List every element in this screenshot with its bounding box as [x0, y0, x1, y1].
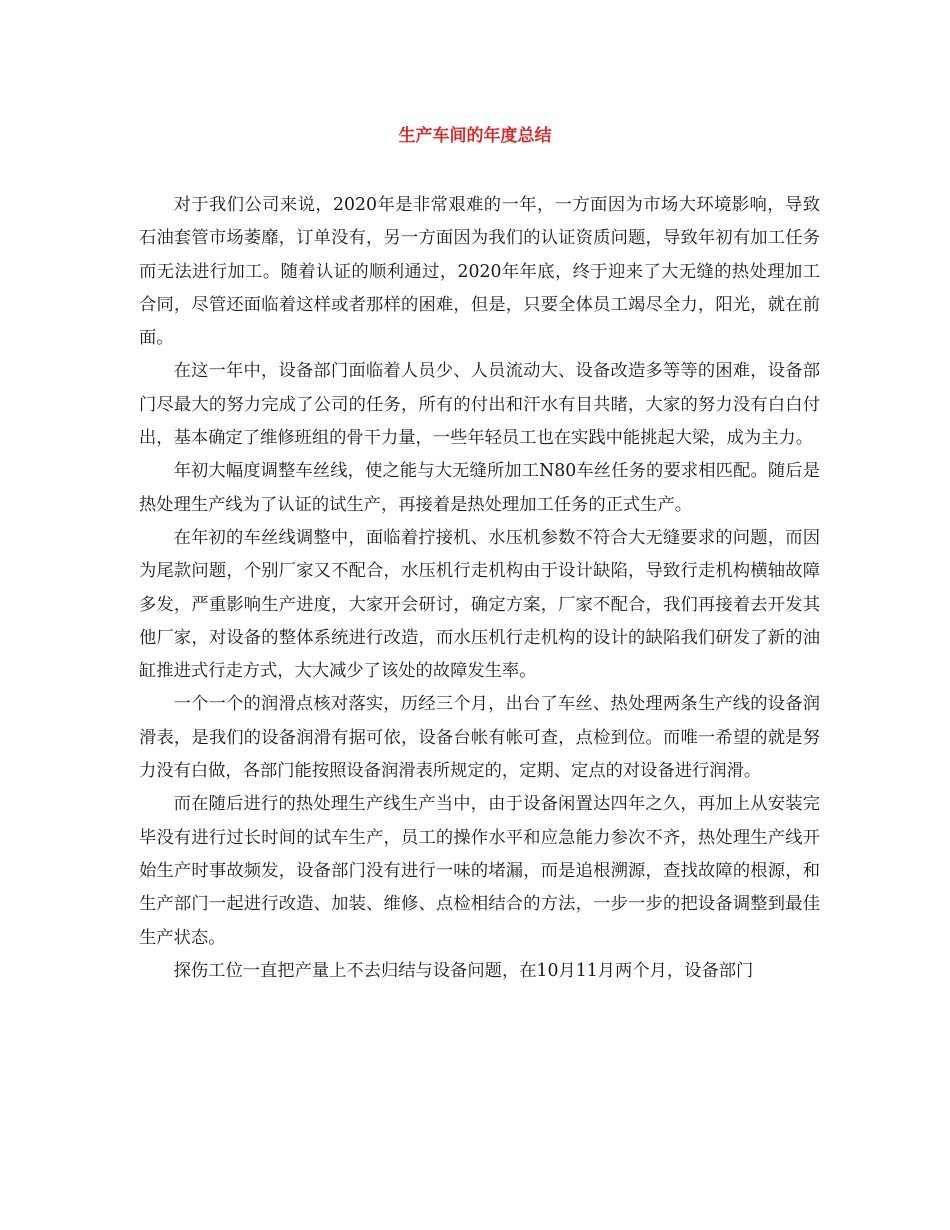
document-title: 生产车间的年度总结	[398, 126, 552, 146]
document-body	[139, 189, 820, 988]
paragraph: 探伤工位一直把产量上不去归结与设备问题，在10月11月两个月，设备部门	[173, 960, 754, 981]
paragraph: 而在随后进行的热处理生产线生产当中，由于设备闲置达四年之久，再加上从安装完毕没有进行过长时间的试车生产，员工的操作水平和应急能力参次不齐，热处理生产线开始生产时事故频发，设备部门没有进行一味的堵漏，而是追根溯源，查找故障的根源，和生产部门一起进行改造、加装、维修、点检相结合的方法，一步一步的把设备调整到最佳生产状态。	[139, 794, 820, 948]
paragraph: 在年初的车丝线调整中，面临着拧接机、水压机参数不符合大无缝要求的问题，而因为尾款问题，个别厂家又不配合，水压机行走机构由于设计缺陷，导致行走机构横轴故障多发，严重影响生产进度，大家开会研讨，确定方案，厂家不配合，我们再接着去开发其他厂家，对设备的整体系统进行改造，而水压机行走机构的设计的缺陷我们研发了新的油缸推进式行走方式，大大减少了该处的故障发生率。	[139, 527, 820, 682]
paragraph: 年初大幅度调整车丝线，使之能与大无缝所加工N80车丝任务的要求相匹配。随后是热处理生产线为了认证的试生产，再接着是热处理加工任务的正式生产。	[139, 461, 820, 515]
paragraph: 一个一个的润滑点核对落实，历经三个月，出台了车丝、热处理两条生产线的设备润滑表，是我们的设备润滑有据可依，设备台帐有帐可查，点检到位。而唯一希望的就是努力没有白做，各部门能按照设备润滑表所规定的，定期、定点的对设备进行润滑。	[139, 694, 820, 782]
paragraph: 在这一年中，设备部门面临着人员少、人员流动大、设备改造多等等的困难，设备部门尽最大的努力完成了公司的任务，所有的付出和汗水有目共睹，大家的努力没有白白付出，基本确定了维修班组的骨干力量，一些年轻员工也在实践中能挑起大梁，成为主力。	[139, 361, 820, 449]
paragraph: 对于我们公司来说，2020年是非常艰难的一年，一方面因为市场大环境影响，导致石油套管市场萎靡，订单没有，另一方面因为我们的认证资质问题，导致年初有加工任务而无法进行加工。随着认证的顺利通过，2020年年底，终于迎来了大无缝的热处理加工合同，尽管还面临着这样或者那样的困难，但是，只要全体员工竭尽全力，阳光，就在前面。	[139, 195, 820, 349]
